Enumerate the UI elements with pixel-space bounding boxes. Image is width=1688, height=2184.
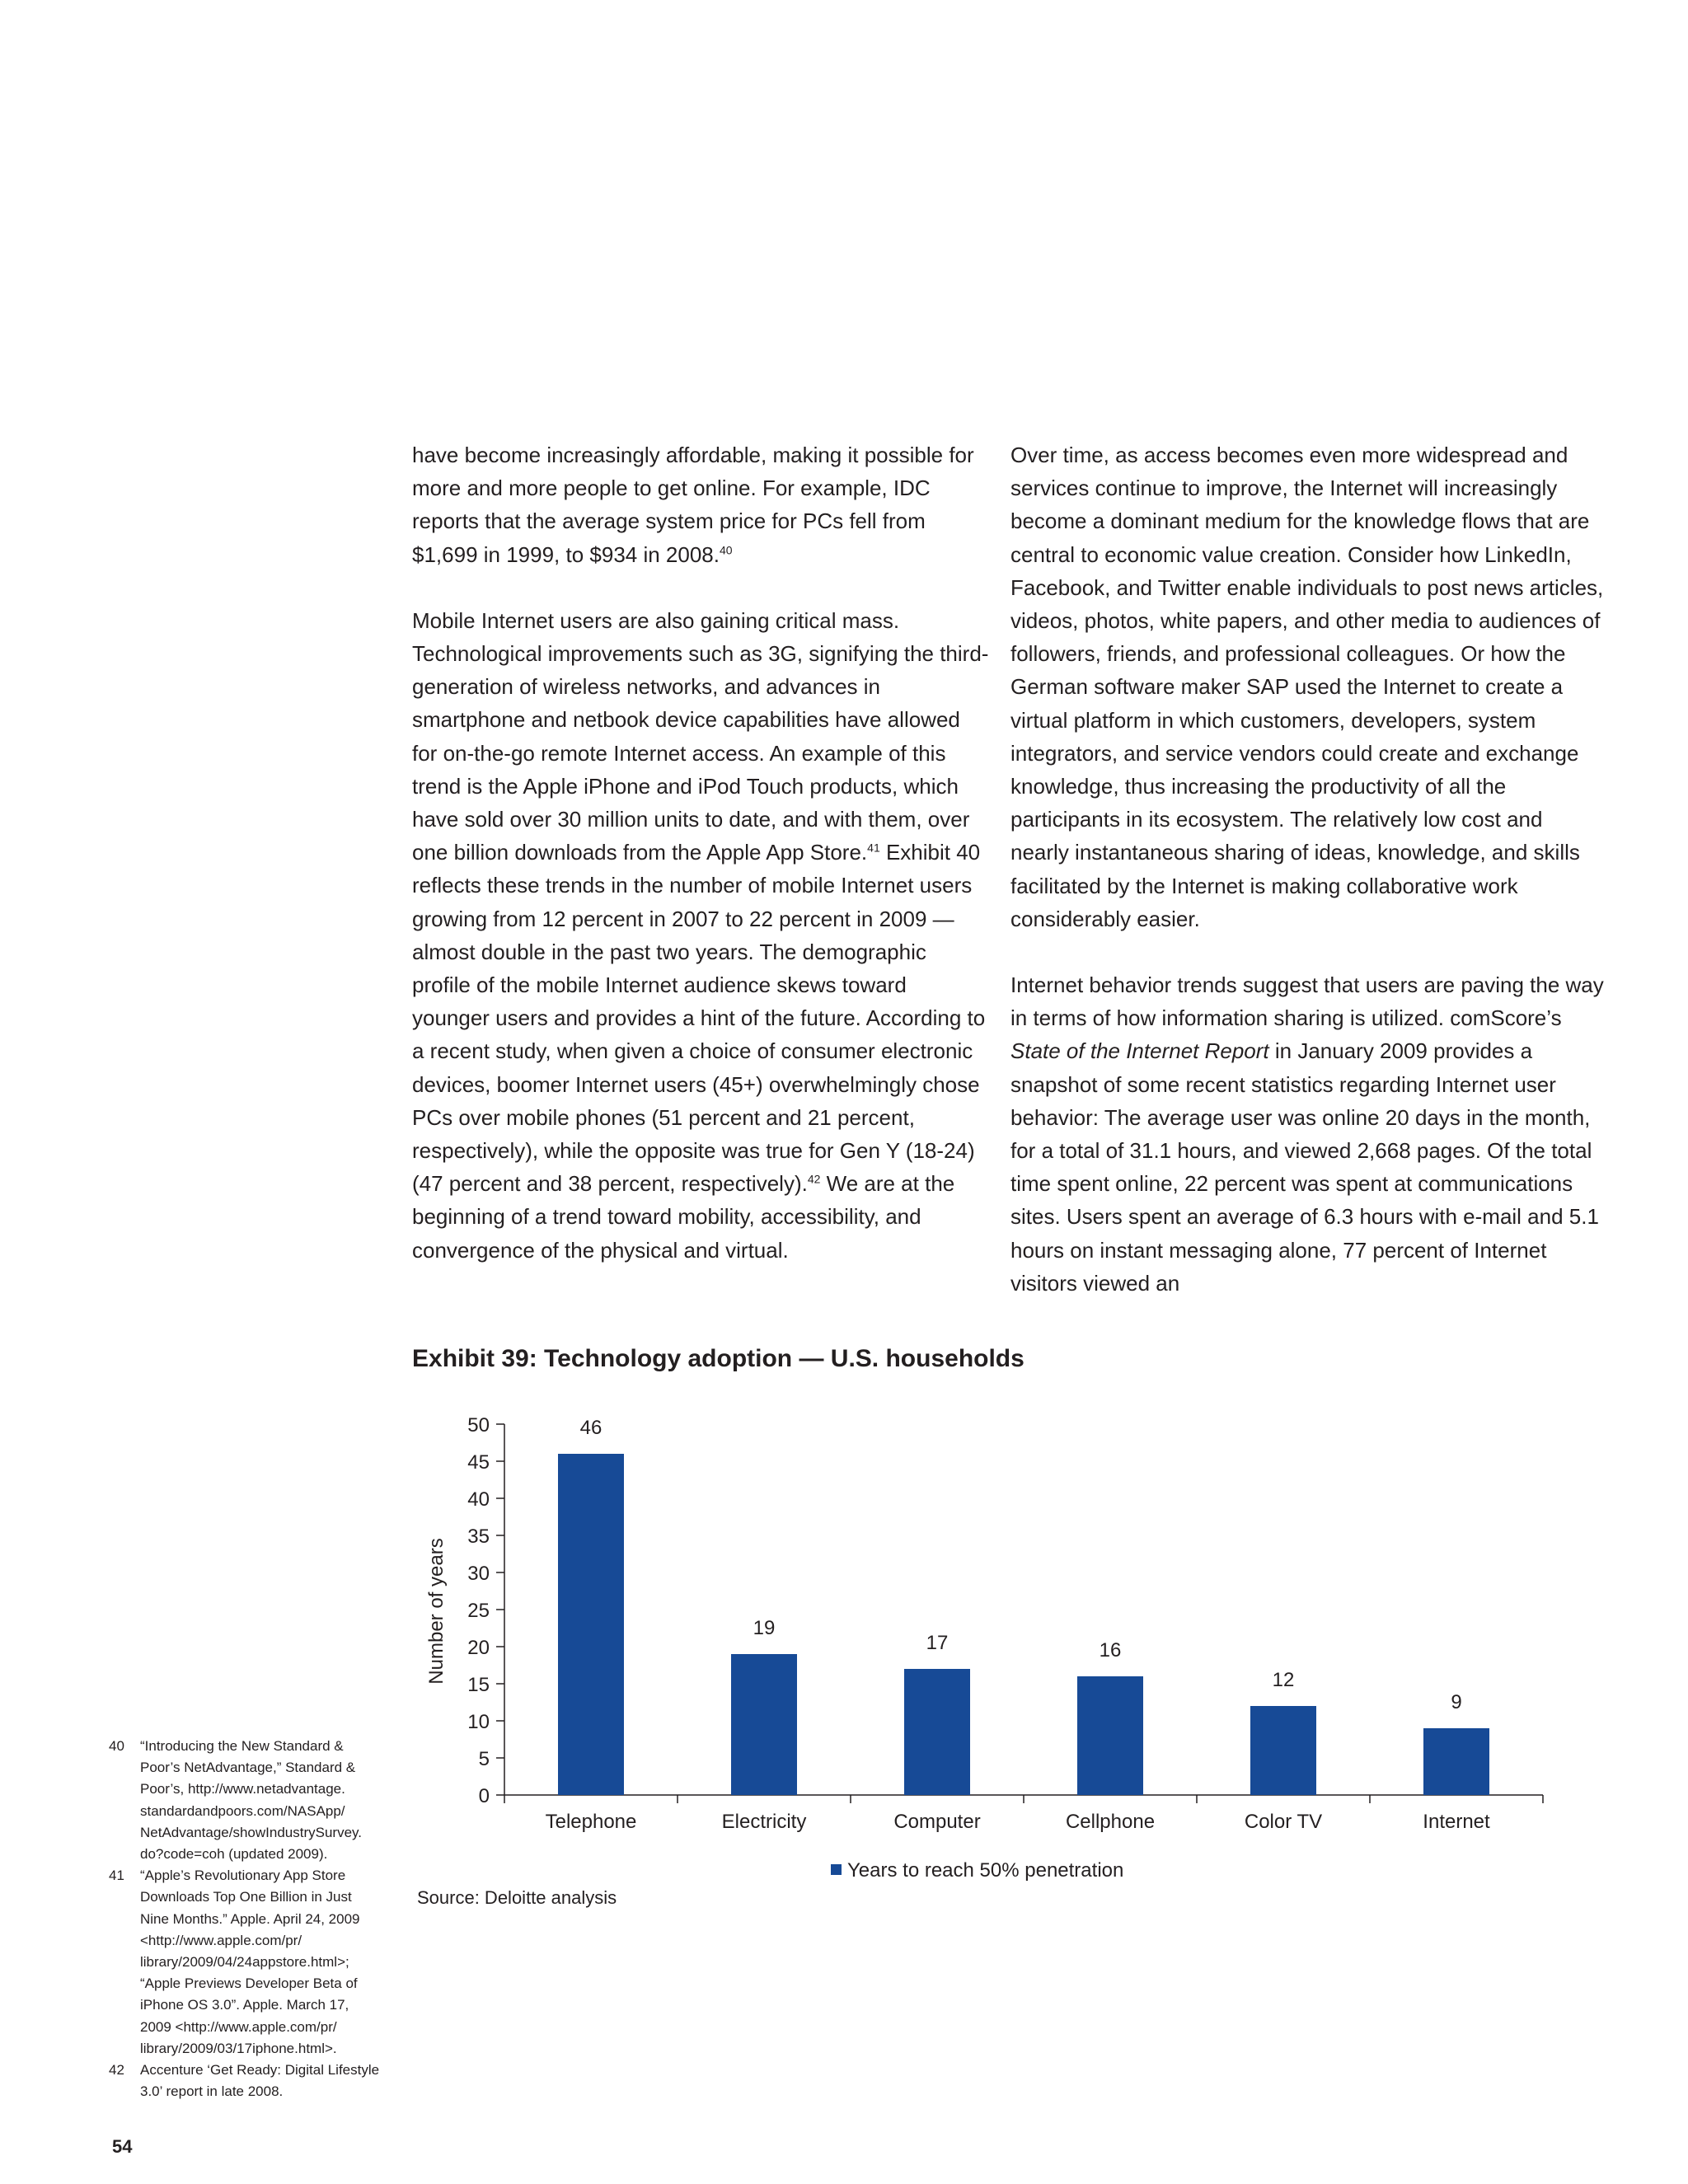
- data-label: 46: [579, 1417, 603, 1439]
- x-tick-label: Cellphone: [1065, 1811, 1156, 1833]
- report-title: State of the Internet Report: [1010, 1038, 1269, 1064]
- chart-source: Source: Deloitte analysis: [417, 1887, 617, 1908]
- footnote-ref[interactable]: 42: [807, 1172, 821, 1186]
- chart-plot-area: [425, 1414, 1543, 1882]
- footnote: [109, 1736, 381, 1865]
- x-tick-label: Telephone: [545, 1811, 637, 1833]
- y-tick-label: 40: [467, 1488, 490, 1511]
- bar-telephone: [558, 1454, 624, 1795]
- bar-color-tv: [1250, 1706, 1316, 1795]
- footnotes: [109, 1736, 381, 2102]
- footnote-text: “Apple’s Revolutionary App Store Downloads Top One Billion in Just Nine Months.” Apple. April 24, 2009 <http://www.apple.com/pr/ library/2009/04/24appstore.html>; “Apple Previews Developer Beta of iPhone OS 3.0”. Apple. March 17, 2009 <http://www.apple.com/pr/ library/2009/03/17iphone.html>.: [140, 1868, 360, 2056]
- y-tick-label: 20: [467, 1637, 490, 1659]
- footnote-ref[interactable]: 41: [867, 841, 880, 855]
- footnote-text: Accenture ‘Get Ready: Digital Lifestyle 3.0’ report in late 2008.: [140, 2062, 380, 2100]
- x-tick-label: Internet: [1423, 1811, 1490, 1833]
- y-axis-title: Number of years: [425, 1538, 448, 1685]
- data-label: 16: [1099, 1639, 1122, 1661]
- legend-swatch: [831, 1864, 842, 1875]
- body-paragraph: Mobile Internet users are also gaining critical mass. Technological improvements such as 3G, signifying the third-generation of wireless networks, and advances in smartphone and netbook device capabilities have allowed for on-the-go remote Internet access. An example of this trend is the Apple iPhone and iPod Touch products, which have sold over 30 million units to date, and with them, over one billion downloads from the Apple App Store.$^{41}$ Exhibit 40 reflects these trends in the number of mobile Internet users growing from 12 percent in 2007 to 22 percent in 2009 — almost double in the past two years. The demographic profile of the mobile Internet audience skews toward younger users and provides a hint of the future. According to a recent study, when given a choice of consumer electronic devices, boomer Internet users (45+) overwhelmingly chose PCs over mobile phones (51 percent and 21 percent, respectively), while the opposite was true for Gen Y (18-24) (47 percent and 38 percent, respectively).$^{42}$ We are at the beginning of a trend toward mobility, accessibility, and convergence of the physical and virtual.: [412, 607, 989, 1263]
- bar-cellphone: [1077, 1676, 1143, 1795]
- data-label: 17: [926, 1632, 949, 1654]
- y-tick-label: 5: [478, 1748, 490, 1770]
- data-label: 9: [1451, 1691, 1462, 1713]
- y-tick-label: 15: [467, 1674, 490, 1696]
- legend-label: Years to reach 50% penetration: [847, 1859, 1124, 1882]
- footnote-number: 41: [109, 1868, 124, 1884]
- footnote: [109, 1865, 381, 2060]
- body-paragraph: Internet behavior trends suggest that users are paving the way in terms of how information sharing is utilized. comScore’s State of the Internet Report in January 2009 provides a snapshot of some recent statistics regarding Internet user behavior: The average user was online 20 days in the month, for a total of 31.1 hours, and viewed 2,668 pages. Of the total time spent online, 22 percent was spent at communications sites. Users spent an average of 6.3 hours with e-mail and 5.1 hours on instant messaging alone, 77 percent of Internet visitors viewed an: [1010, 972, 1604, 1296]
- page-number: 54: [112, 2136, 133, 2157]
- footnote-ref[interactable]: 40: [720, 542, 733, 556]
- bar-computer: [904, 1669, 970, 1795]
- body-paragraph: Over time, as access becomes even more widespread and services continue to improve, the Internet will increasingly become a dominant medium for the knowledge flows that are central to economic value creation. Consider how LinkedIn, Facebook, and Twitter enable individuals to post news articles, videos, photos, white papers, and other media to audiences of followers, friends, and professional colleagues. Or how the German software maker SAP used the Internet to create a virtual platform in which customers, developers, system integrators, and service vendors could create and exchange knowledge, thus increasing the productivity of all the participants in its ecosystem. The relatively low cost and nearly instantaneous sharing of ideas, knowledge, and skills facilitated by the Internet is making collaborative work considerably easier.: [1010, 443, 1604, 931]
- y-tick-label: 50: [467, 1414, 490, 1436]
- x-tick-label: Computer: [893, 1811, 981, 1833]
- footnote-text: “Introducing the New Standard & Poor’s NetAdvantage,” Standard & Poor’s, http://www.netadvantage. standardandpoors.com/NASApp/ NetAdvantage/showIndustrySurvey. do?code=coh (updated 2009).: [140, 1738, 362, 1863]
- y-tick-label: 45: [467, 1451, 490, 1474]
- x-tick-label: Electricity: [721, 1811, 807, 1833]
- bar-internet: [1423, 1728, 1489, 1795]
- footnote: [109, 2060, 381, 2102]
- y-tick-label: 35: [467, 1526, 490, 1548]
- data-label: 12: [1272, 1669, 1295, 1691]
- footnote-number: 40: [109, 1738, 124, 1754]
- body-paragraph: have become increasingly affordable, making it possible for more and more people to get online. For example, IDC reports that the average system price for PCs fell from $1,699 in 1999, to $934 in 2008.40: [412, 443, 974, 567]
- footnote-number: 42: [109, 2062, 124, 2079]
- y-tick-label: 0: [478, 1785, 490, 1807]
- x-tick-label: Color TV: [1244, 1811, 1323, 1833]
- y-tick-label: 30: [467, 1563, 490, 1585]
- bar-electricity: [731, 1654, 797, 1795]
- y-tick-label: 10: [467, 1711, 490, 1733]
- y-tick-label: 25: [467, 1600, 490, 1622]
- data-label: 19: [753, 1617, 776, 1639]
- exhibit-title: Exhibit 39: Technology adoption — U.S. households: [412, 1345, 1025, 1372]
